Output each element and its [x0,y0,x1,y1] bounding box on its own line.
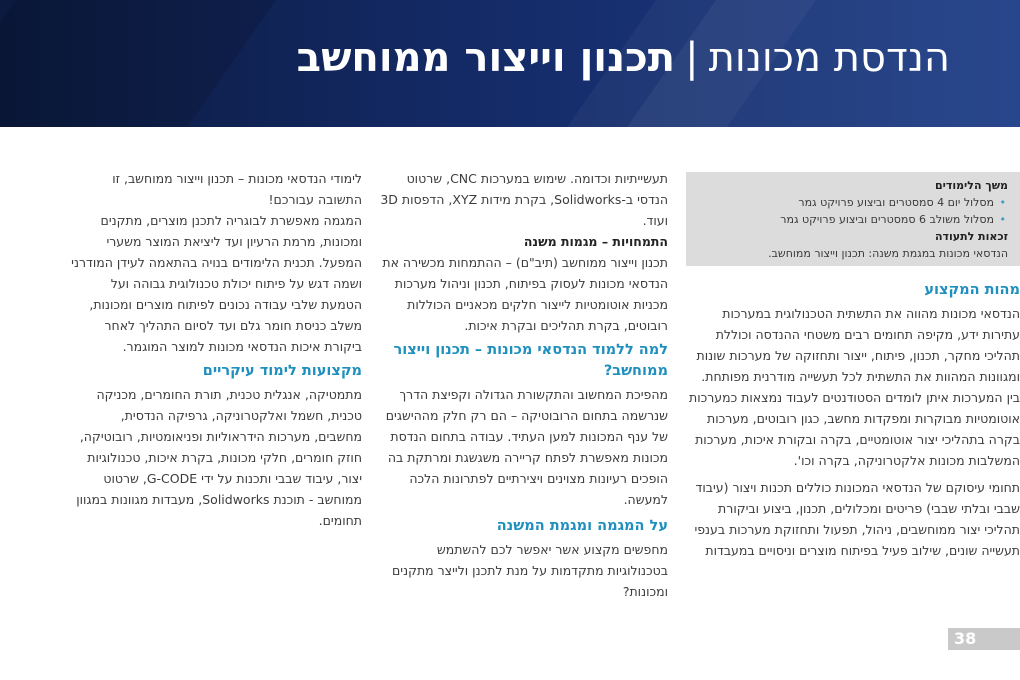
study-info-box [686,172,1020,266]
header-decoration [0,0,290,127]
paragraph: תכנון וייצור ממוחשב (תיב"ם) – ההתמחות מכשירה את הנדסאי מכונות לעסוק בפיתוח, תכנון וניהול מערכות מכניות אוטומטיות לייצור חלקים מכאניים הכוללות רובוטים, בקרת תהליכים ובקרת איכות. [382,255,668,333]
column-right [686,172,1020,561]
paragraph: לימודי הנדסאי מכונות – תכנון וייצור ממוחשב, זו התשובה עבורכם! [112,171,362,207]
page-header-banner [0,0,1020,127]
page-title-separator: | [685,35,699,81]
paragraph: המגמה מאפשרת לבוגריה לתכנן מוצרים, מתקנים ומכונות, מרמת הרעיון ועד ליציאת המוצר משערי המפעל. תכנית הלימודים בנויה בהתאמה לעידן המודרני ושמה דגש על פיתוח יכולת טכנולוגית גבוהה ועל הטמעת שלבי עבודה נכונים לפיתוח מוצרים ומכונות, משלב כניסת חומר גלם ועד לסיום התהליך לאחר ביקורת איכות הנדסאי מכונות למוצר המוגמר. [71,213,362,354]
section-heading: על המגמה ומגמת המשנה [496,518,668,534]
page-title-part2: תכנון וייצור ממוחשב [296,35,676,81]
paragraph: מתמטיקה, אנגלית טכנית, תורת החומרים, מכניקה טכנית, חשמל ואלקטרוניקה, גרפיקה הנדסית, מחשבים, מערכות הידראוליות ופניאומטיות, רובוטיקה, חוזק חומרים, חלקי מכונות, בקרת איכות, טכנולוגיות יצור, עיבוד שבבי ותכנות על ידי G-CODE, שרטוט ממוחשב - תוכנת Solidworks, מעבדות מגוונות במגוון תחומים. [76,387,362,528]
subheading: התמחויות – מגמות משנה [523,234,668,249]
page-title [297,30,950,86]
page-number: 38 [948,628,1020,650]
section-heading: מהות המקצוע [924,282,1020,298]
certificate-heading: זכאות לתעודה [934,230,1008,243]
section-heading: למה ללמוד הנדסאי מכונות – תכנון וייצור ממוחשב? [393,342,668,379]
column-middle [380,168,668,602]
paragraph: מהפיכת המחשוב והתקשורת הגדולה וקפיצת הדרך שנרשמה בתחום הרובוטיקה – הם רק חלק מההישגים של ענף המכונות למען העתיד. עבודה בתחום הנדסת מכונות מאפשרת לפתח קריירה משגשגת ומרתקת בה הופכים רעיונות מצוינים ויצירתיים לפתרונות הלכה למעשה. [385,387,668,507]
duration-heading: משך הלימודים [934,179,1008,192]
list-item: • מסלול משולב 6 סמסטרים וביצוע פרויקט גמר [698,211,994,228]
certificate-text: הנדסאי מכונות במגמת משנה: תכנון וייצור ממוחשב. [768,247,1008,260]
paragraph: הנדסאי מכונות מהווה את התשתית הטכנולוגית במערכות עתירות ידע, מקיפה תחומים רבים משטחי ההנדסה וכוללת תהליכי מחקר, תכנון, פיתוח, ייצור ותחזוקה של מערכות שונות ומגוונות המהוות את התשתית לכל תעשייה מודרנית מפותחת. בין המערכות איתן לומדים הסטודנטים לעבוד נמצאות כמערכות אוטומטיות מבוקרות ומפקדות מחשב, כגון רובוטים, מערכות בקרה בתהליכי יצור אוטומטיים, בקרה ובקורת איכות, מערכות המשלבות מכונות אלקטרוניקה, בקרה וכו'. [689,306,1020,468]
section-heading: מקצועות לימוד עיקריים [202,363,362,379]
column-left [70,168,362,531]
page-title-part1: הנדסת מכונות [708,35,950,81]
duration-list [698,194,1008,228]
list-item: • מסלול יום 4 סמסטרים וביצוע פרויקט גמר [698,194,994,211]
paragraph: תחומי עיסוקם של הנדסאי המכונות כוללים תכנות ויצור (עיבוד שבבי ובלתי שבבי) פריטים ומכלולים, תכנון, ביצוע וביקורת תהליכי יצור ממוחשבים, ניהול, תפעול ותחזוקת מערכות בענפי תעשייה שונים, שילוב פעיל בפיתוח מוצרים וניסויים במעבדות [694,480,1020,558]
paragraph: מחפשים מקצוע אשר יאפשר לכם להשתמש בטכנולוגיות מתקדמות על מנת לתכנן ולייצר מתקנים ומכונות? [391,542,668,599]
paragraph: תעשייתיות וכדומה. שימוש במערכות CNC, שרטוט הנדסי ב-Solidworks, בקרת מידות XYZ, הדפסות 3D ועוד. [380,171,668,228]
